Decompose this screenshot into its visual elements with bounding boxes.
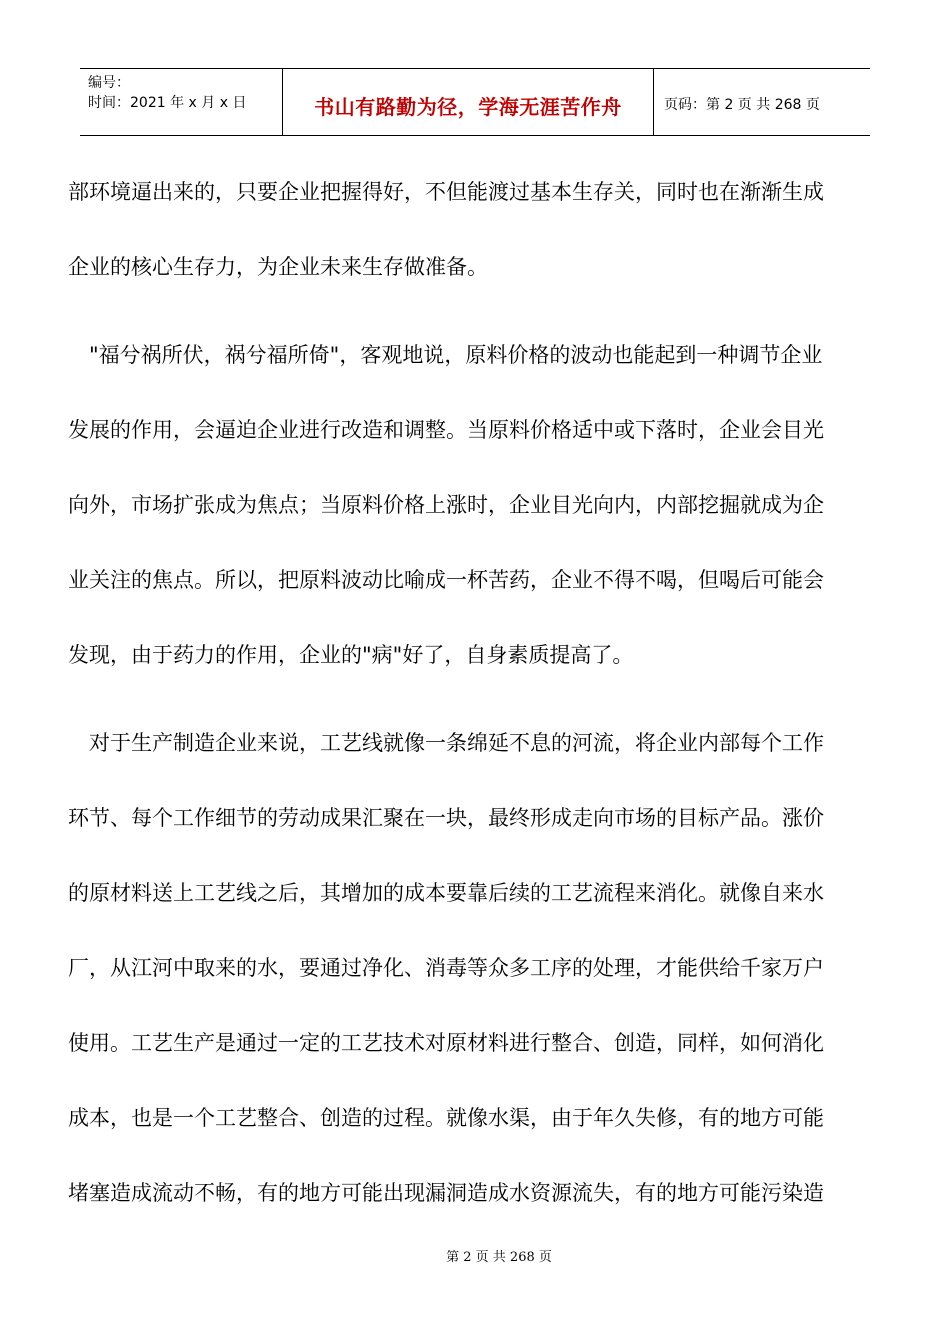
page-footer	[0, 1246, 950, 1265]
paragraph-line: 的原材料送上工艺线之后，其增加的成本要靠后续的工艺流程来消化。就像自来水	[68, 881, 824, 905]
header-meta-cell	[80, 69, 282, 135]
paragraph-line: 使用。工艺生产是通过一定的工艺技术对原材料进行整合、创造，同样，如何消化	[68, 1031, 824, 1055]
paragraph-line: 环节、每个工作细节的劳动成果汇聚在一块，最终形成走向市场的目标产品。涨价	[68, 806, 824, 830]
paragraph-line: "福兮祸所伏，祸兮福所倚"，客观地说，原料价格的波动也能起到一种调节企业	[68, 343, 823, 367]
document-body	[68, 155, 882, 1231]
paragraph-line: 发现，由于药力的作用，企业的"病"好了，自身素质提高了。	[68, 643, 634, 667]
header-page-cell	[654, 69, 870, 135]
paragraph-3	[68, 706, 882, 1231]
paragraph-line: 向外，市场扩张成为焦点；当原料价格上涨时，企业目光向内，内部挖掘就成为企	[68, 493, 824, 517]
paragraph-line: 部环境逼出来的，只要企业把握得好，不但能渡过基本生存关，同时也在渐渐生成	[68, 180, 824, 204]
paragraph-line: 成本，也是一个工艺整合、创造的过程。就像水渠，由于年久失修，有的地方可能	[68, 1106, 824, 1130]
document-header	[80, 68, 870, 136]
paragraph-line: 发展的作用，会逼迫企业进行改造和调整。当原料价格适中或下落时，企业会目光	[68, 418, 824, 442]
paragraph-line: 业关注的焦点。所以，把原料波动比喻成一杯苦药，企业不得不喝，但喝后可能会	[68, 568, 824, 592]
paragraph-line: 对于生产制造企业来说，工艺线就像一条绵延不息的河流，将企业内部每个工作	[68, 731, 824, 755]
document-number-label: 编号：	[88, 75, 130, 91]
paragraph-1	[68, 155, 882, 305]
header-page-info: 页码：第 2 页 共 268 页	[664, 97, 820, 113]
document-date-label: 时间：2021 年 x 月 x 日	[88, 95, 247, 111]
paragraph-2	[68, 318, 882, 693]
paragraph-line: 堵塞造成流动不畅，有的地方可能出现漏洞造成水资源流失，有的地方可能污染造	[68, 1181, 824, 1205]
footer-page-number: 第 2 页 共 268 页	[446, 1250, 552, 1265]
paragraph-line: 厂，从江河中取来的水，要通过净化、消毒等众多工序的处理，才能供给千家万户	[68, 956, 824, 980]
header-motto-cell	[282, 69, 654, 135]
header-motto: 书山有路勤为径，学海无涯苦作舟	[314, 94, 622, 119]
paragraph-line: 企业的核心生存力，为企业未来生存做准备。	[68, 255, 488, 279]
